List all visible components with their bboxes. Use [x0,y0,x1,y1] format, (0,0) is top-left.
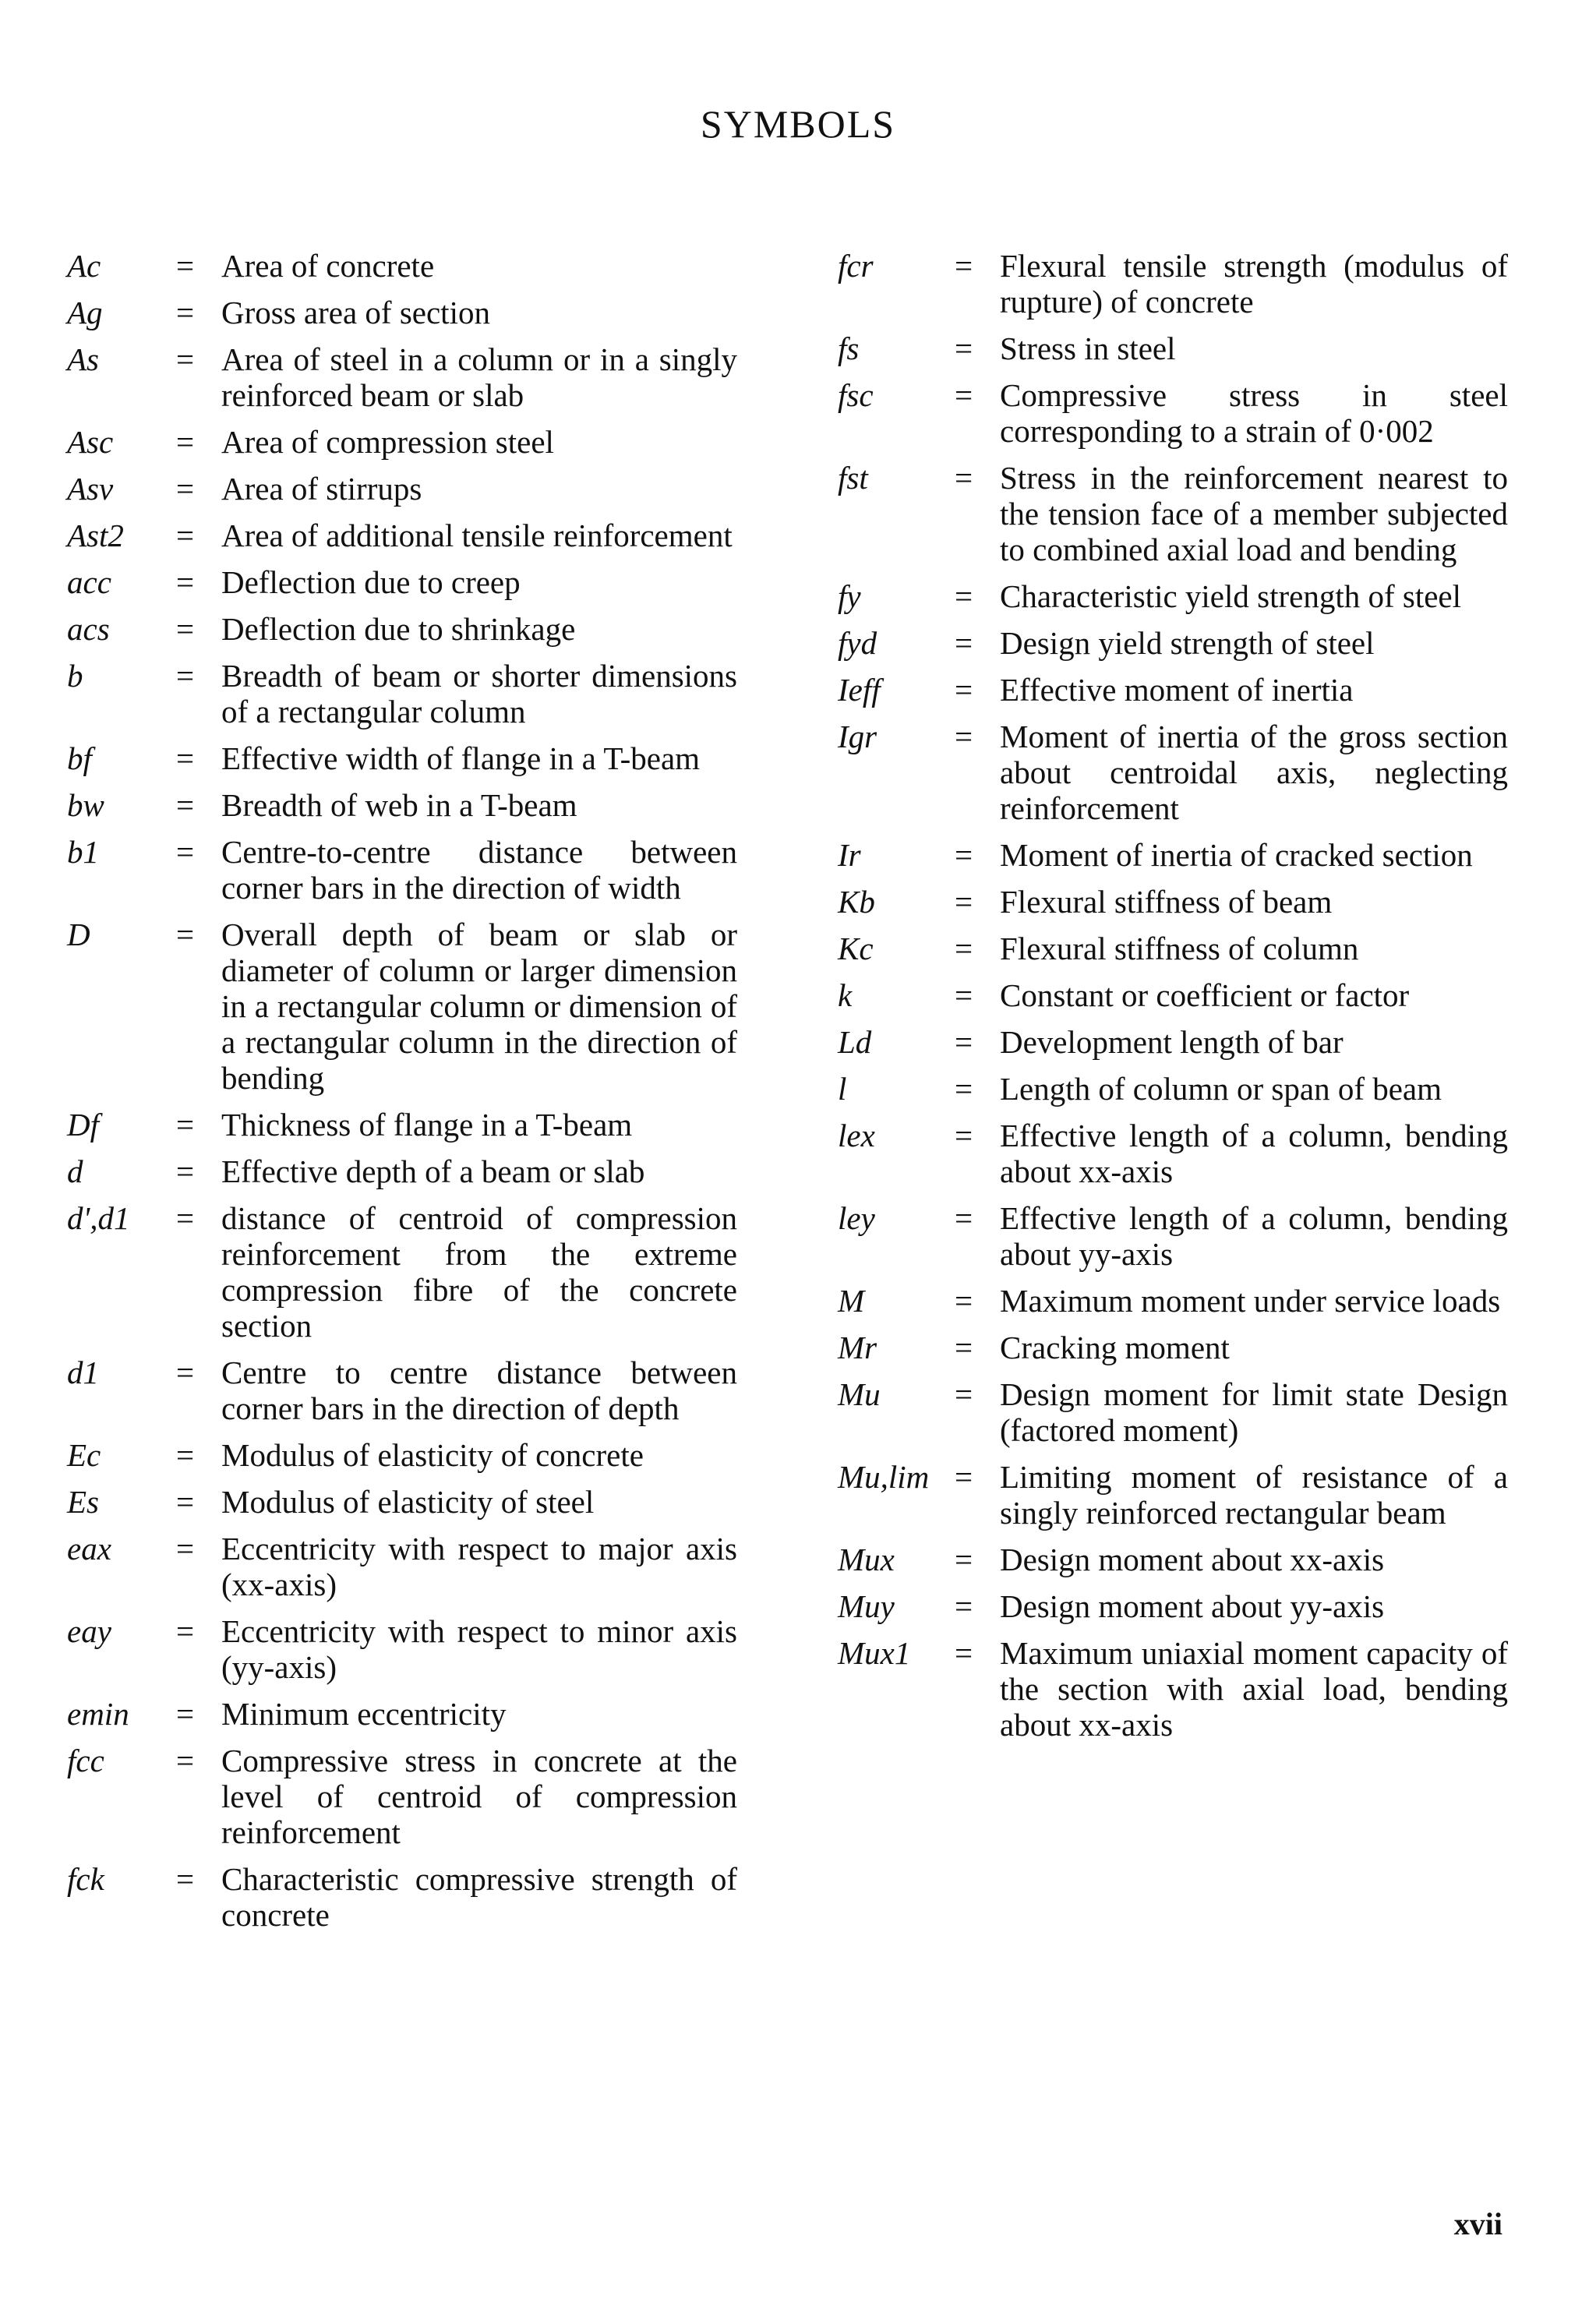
definition-text: Gross area of section [221,295,490,330]
symbols-right-column [838,248,1508,1754]
definition-text: Compressive stress in concrete at the level of centroid of compression reinforcement [221,1743,737,1850]
equals-sign: = [955,1024,973,1060]
definition-text: Flexural stiffness of beam [1000,884,1333,920]
definition-text: Length of column or span of beam [1000,1071,1442,1107]
definition-block [955,1330,1508,1365]
symbol-entry [838,460,1508,567]
definition-text: Area of compression steel [221,424,554,460]
symbol: fcc [67,1743,104,1778]
definition-text: Design moment about yy-axis [1000,1588,1385,1624]
symbol-entry [838,1071,1508,1107]
symbol-entry [838,1118,1508,1189]
definition-text: Effective depth of a beam or slab [221,1153,645,1189]
definition-block [176,1107,737,1143]
definition-block [176,787,737,823]
symbol-entry [838,625,1508,661]
symbol: eay [67,1613,111,1649]
equals-sign: = [955,1459,973,1495]
symbol-entry [838,248,1508,320]
equals-sign: = [176,1437,195,1473]
symbols-left-column [67,248,737,1944]
symbol-entry [67,471,737,507]
symbol: Mu [838,1376,881,1412]
symbol-entry [838,1200,1508,1272]
symbol: Df [67,1107,99,1143]
definition-block [176,611,737,647]
equals-sign: = [176,658,195,694]
definition-text: Centre to centre distance between corner bars in the direction of depth [221,1355,737,1426]
symbol-entry [838,1542,1508,1577]
definition-text: Breadth of web in a T-beam [221,787,577,823]
symbol-entry [67,295,737,330]
definition-block [955,931,1508,966]
definition-text: Moment of inertia of cracked section [1000,837,1473,873]
equals-sign: = [955,330,973,366]
symbol: Ieff [838,672,881,708]
definition-block [176,917,737,1096]
symbol-entry [67,917,737,1096]
equals-sign: = [176,1484,195,1520]
symbol: Mux [838,1542,895,1577]
definition-text: Area of additional tensile reinforcement [221,517,733,553]
symbol: D [67,917,90,952]
definition-text: Eccentricity with respect to major axis (xx-axis) [221,1531,737,1602]
equals-sign: = [176,424,195,460]
symbol: Ld [838,1024,872,1060]
definition-block [955,1283,1508,1319]
symbol: acs [67,611,110,647]
symbol: Asv [67,471,114,507]
definition-block [176,1437,737,1473]
definition-text: Area of stirrups [221,471,422,507]
symbol: eax [67,1531,111,1566]
definition-block [176,1153,737,1189]
definition-block [176,1696,737,1732]
symbol: fyd [838,625,877,661]
definition-text: Constant or coefficient or factor [1000,977,1410,1013]
definition-text: Effective length of a column, bending about yy-axis [1000,1200,1508,1272]
definition-block [176,834,737,906]
definition-block [955,1118,1508,1189]
symbol-entry [838,1635,1508,1743]
symbol-entry [67,1613,737,1685]
symbol: Muy [838,1588,895,1624]
page-title: SYMBOLS [700,102,896,146]
symbol: d [67,1153,83,1189]
symbol-entry [67,834,737,906]
symbol-entry [838,1024,1508,1060]
equals-sign: = [955,931,973,966]
symbol-entry [838,1588,1508,1624]
definition-block [176,295,737,330]
symbol: bw [67,787,104,823]
definition-block [176,564,737,600]
definition-block [955,625,1508,661]
symbol: Ag [67,295,103,330]
symbol-entry [838,1330,1508,1365]
symbol-entry [838,330,1508,366]
symbol: b1 [67,834,99,870]
definition-text: Flexural stiffness of column [1000,931,1359,966]
symbol: Mu,lim [838,1459,930,1495]
equals-sign: = [955,1330,973,1365]
equals-sign: = [176,1861,195,1897]
definition-text: Breadth of beam or shorter dimensions of a rectangular column [221,658,737,729]
definition-block [955,460,1508,567]
definition-block [955,1588,1508,1624]
definition-block [955,1542,1508,1577]
symbol: Kb [838,884,875,920]
symbol-entry [67,1153,737,1189]
symbol-entry [838,1459,1508,1531]
definition-text: Minimum eccentricity [221,1696,507,1732]
definition-block [176,740,737,776]
definition-block [955,1071,1508,1107]
definition-text: Design moment about xx-axis [1000,1542,1385,1577]
definition-text: Deflection due to creep [221,564,521,600]
equals-sign: = [176,740,195,776]
definition-block [176,341,737,413]
symbol: fy [838,578,861,614]
definition-text: Maximum uniaxial moment capacity of the section with axial load, bending about xx-axis [1000,1635,1508,1743]
symbol-entry [838,977,1508,1013]
definition-text: Limiting moment of resistance of a singly reinforced rectangular beam [1000,1459,1508,1531]
equals-sign: = [176,1355,195,1390]
equals-sign: = [955,1071,973,1107]
definition-text: Modulus of elasticity of steel [221,1484,595,1520]
symbol: Ac [67,248,101,284]
definition-block [176,1861,737,1933]
definition-block [176,1531,737,1602]
symbol: Asc [67,424,114,460]
symbol: Ast2 [67,517,124,553]
symbol: emin [67,1696,129,1732]
definition-text: Effective moment of inertia [1000,672,1354,708]
symbol-entry [67,564,737,600]
definition-block [955,248,1508,320]
symbol: Es [67,1484,99,1520]
equals-sign: = [176,1531,195,1566]
symbol: Igr [838,719,877,754]
definition-block [955,1024,1508,1060]
symbol: Ec [67,1437,101,1473]
definition-text: Modulus of elasticity of concrete [221,1437,644,1473]
definition-text: Eccentricity with respect to minor axis (yy-axis) [221,1613,737,1685]
definition-text: Area of concrete [221,248,435,284]
symbol-entry [67,1200,737,1344]
definition-block [955,377,1508,449]
equals-sign: = [955,977,973,1013]
symbol: Mr [838,1330,877,1365]
symbol-entry [838,672,1508,708]
symbol-entry [67,1531,737,1602]
equals-sign: = [955,1200,973,1236]
symbol-entry [67,424,737,460]
equals-sign: = [955,377,973,413]
symbol: acc [67,564,111,600]
equals-sign: = [176,834,195,870]
symbol: d',d1 [67,1200,130,1236]
symbol-entry [67,1696,737,1732]
symbol: fst [838,460,868,496]
symbol-entry [67,740,737,776]
definition-block [955,578,1508,614]
symbol-entry [838,1283,1508,1319]
symbol: Kc [838,931,874,966]
definition-text: Stress in the reinforcement nearest to the tension face of a member subjected to combined axial load and bending [1000,460,1508,567]
definition-block [176,1613,737,1685]
symbol-entry [67,1743,737,1850]
definition-block [176,1743,737,1850]
definition-text: Centre-to-centre distance between corner bars in the direction of width [221,834,737,906]
equals-sign: = [176,1696,195,1732]
definition-block [955,672,1508,708]
equals-sign: = [955,1118,973,1153]
symbol: d1 [67,1355,99,1390]
equals-sign: = [176,1153,195,1189]
definition-text: Effective length of a column, bending about xx-axis [1000,1118,1508,1189]
symbol-entry [67,1861,737,1933]
definition-text: Maximum moment under service loads [1000,1283,1501,1319]
definition-text: Characteristic compressive strength of concrete [221,1861,737,1933]
definition-block [176,658,737,729]
equals-sign: = [176,1107,195,1143]
symbol-entry [838,719,1508,826]
definition-block [955,977,1508,1013]
symbol: Ir [838,837,861,873]
symbol: M [838,1283,865,1319]
equals-sign: = [955,1283,973,1319]
definition-block [955,1376,1508,1448]
definition-block [176,471,737,507]
symbol: Mux1 [838,1635,911,1671]
equals-sign: = [955,837,973,873]
definition-block [955,330,1508,366]
equals-sign: = [176,1613,195,1649]
equals-sign: = [176,917,195,952]
equals-sign: = [176,295,195,330]
symbol: As [67,341,99,377]
equals-sign: = [955,460,973,496]
definition-block [176,1484,737,1520]
symbol-entry [67,341,737,413]
definition-block [176,517,737,553]
symbol-entry [67,611,737,647]
symbol: fck [67,1861,104,1897]
equals-sign: = [955,1542,973,1577]
equals-sign: = [176,248,195,284]
equals-sign: = [176,564,195,600]
definition-block [176,1200,737,1344]
symbol-entry [838,931,1508,966]
symbol-entry [67,1484,737,1520]
equals-sign: = [955,719,973,754]
symbol-entry [838,578,1508,614]
symbol-entry [838,837,1508,873]
equals-sign: = [955,1635,973,1671]
definition-block [176,1355,737,1426]
definition-text: Design yield strength of steel [1000,625,1375,661]
symbol: lex [838,1118,875,1153]
definition-text: Design moment for limit state Design (factored moment) [1000,1376,1508,1448]
equals-sign: = [955,248,973,284]
definition-block [955,884,1508,920]
symbol: bf [67,740,92,776]
definition-text: Deflection due to shrinkage [221,611,576,647]
definition-text: Overall depth of beam or slab or diameter of column or larger dimension in a rectangular column or dimension of a rectangular column in the direction of bending [221,917,737,1096]
equals-sign: = [176,471,195,507]
definition-text: Development length of bar [1000,1024,1344,1060]
equals-sign: = [176,1743,195,1778]
symbol-entry [67,517,737,553]
symbol-entry [838,884,1508,920]
definition-text: Characteristic yield strength of steel [1000,578,1462,614]
symbol: b [67,658,83,694]
symbol: fsc [838,377,874,413]
definition-text: Area of steel in a column or in a singly reinforced beam or slab [221,341,737,413]
definition-text: Thickness of flange in a T-beam [221,1107,633,1143]
definition-text: Stress in steel [1000,330,1176,366]
symbol-entry [67,248,737,284]
equals-sign: = [955,1588,973,1624]
definition-block [955,1200,1508,1272]
equals-sign: = [176,341,195,377]
definition-block [955,837,1508,873]
equals-sign: = [176,611,195,647]
equals-sign: = [955,578,973,614]
equals-sign: = [176,517,195,553]
definition-text: distance of centroid of compression reinforcement from the extreme compression fibre of the concrete section [221,1200,737,1344]
equals-sign: = [955,672,973,708]
definition-block [955,1635,1508,1743]
symbol-entry [67,1107,737,1143]
equals-sign: = [955,1376,973,1412]
equals-sign: = [955,625,973,661]
symbol: fs [838,330,860,366]
symbol: fcr [838,248,874,284]
symbol: k [838,977,853,1013]
equals-sign: = [176,787,195,823]
definition-text: Moment of inertia of the gross section about centroidal axis, neglecting reinforcement [1000,719,1508,826]
equals-sign: = [955,884,973,920]
definition-text: Flexural tensile strength (modulus of rupture) of concrete [1000,248,1508,320]
symbol: ley [838,1200,875,1236]
symbol-entry [67,658,737,729]
definition-text: Compressive stress in steel corresponding to a strain of 0·002 [1000,377,1508,449]
symbol-entry [67,787,737,823]
page-number: xvii [1453,2206,1502,2241]
definition-block [176,248,737,284]
definition-block [955,719,1508,826]
definition-block [955,1459,1508,1531]
symbol: l [838,1071,847,1107]
symbol-entry [67,1437,737,1473]
symbol-entry [838,377,1508,449]
definition-block [176,424,737,460]
definition-text: Effective width of flange in a T-beam [221,740,701,776]
symbol-entry [67,1355,737,1426]
symbol-entry [838,1376,1508,1448]
equals-sign: = [176,1200,195,1236]
definition-text: Cracking moment [1000,1330,1230,1365]
